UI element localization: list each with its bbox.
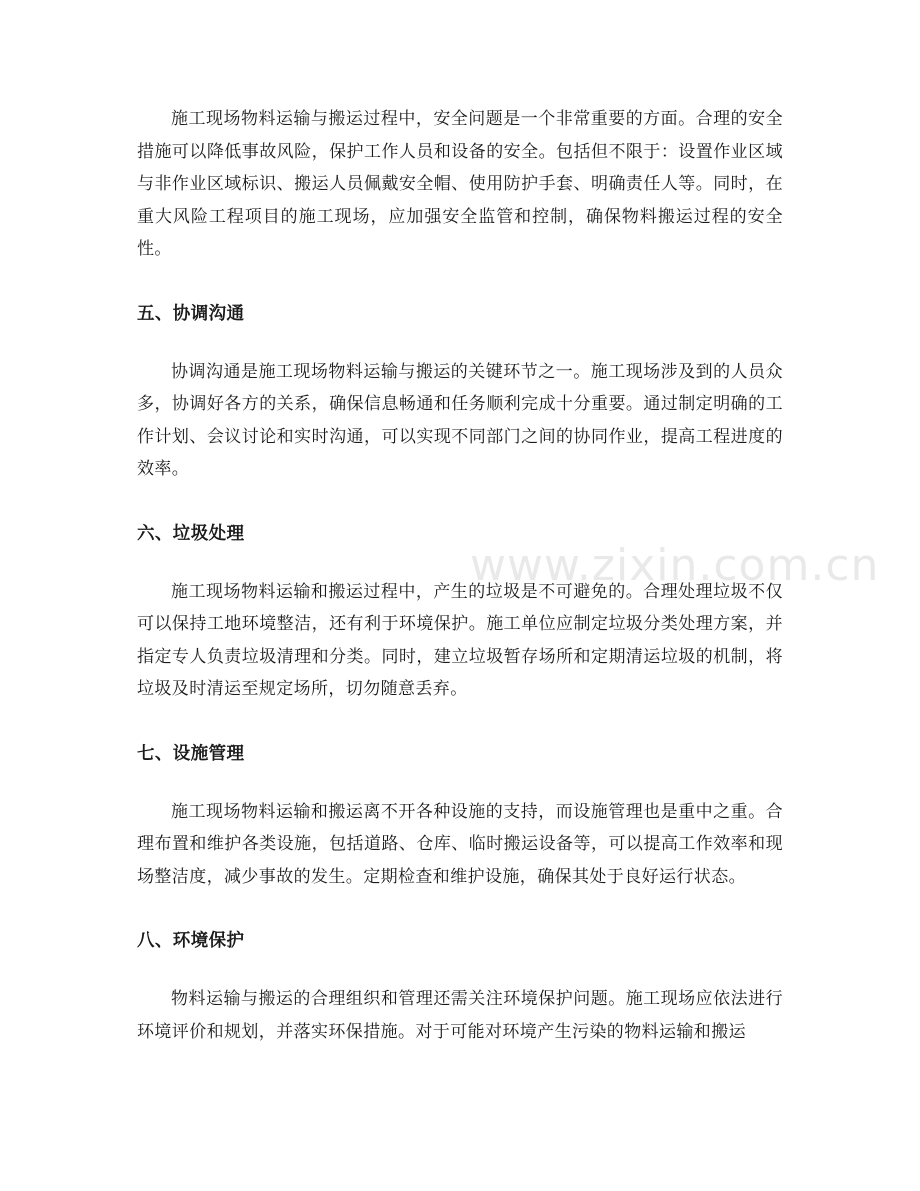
section-six-heading: 六、垃圾处理: [137, 523, 245, 544]
section-eight-paragraph: 物料运输与搬运的合理组织和管理还需关注环境保护问题。施工现场应依法进行环境评价和规划，并落实环保措施。对于可能对环境产生污染的物料运输和搬运: [137, 989, 783, 1042]
section-six-paragraph: 施工现场物料运输和搬运过程中，产生的垃圾是不可避免的。合理处理垃圾不仅可以保持工地环境整洁，还有利于环境保护。施工单位应制定垃圾分类处理方案，并指定专人负责垃圾清理和分类。同时，建立垃圾暂存场所和定期清运垃圾的机制，将垃圾及时清运至规定场所，切勿随意丢弃。: [137, 581, 783, 699]
intro-paragraph: 施工现场物料运输与搬运过程中，安全问题是一个非常重要的方面。合理的安全措施可以降低事故风险，保护工作人员和设备的安全。包括但不限于：设置作业区域与非作业区域标识、搬运人员佩戴安全帽、使用防护手套、明确责任人等。同时，在重大风险工程项目的施工现场，应加强安全监管和控制，确保物料搬运过程的安全性。: [137, 109, 783, 259]
section-seven-paragraph: 施工现场物料运输和搬运离不开各种设施的支持，而设施管理也是重中之重。合理布置和维护各类设施，包括道路、仓库、临时搬运设备等，可以提高工作效率和现场整洁度，减少事故的发生。定期检查和维护设施，确保其处于良好运行状态。: [137, 801, 783, 887]
section-seven-heading: 七、设施管理: [137, 743, 245, 764]
section-eight-heading: 八、环境保护: [137, 931, 245, 951]
section-five-heading: 五、协调沟通: [137, 303, 245, 324]
document-body: [137, 103, 783, 1048]
watermark: www.zixin.com.cn: [470, 540, 880, 591]
section-five-paragraph: 协调沟通是施工现场物料运输与搬运的关键环节之一。施工现场涉及到的人员众多，协调好各方的关系，确保信息畅通和任务顺利完成十分重要。通过制定明确的工作计划、会议讨论和实时沟通，可以实现不同部门之间的协同作业，提高工程进度的效率。: [137, 361, 783, 479]
